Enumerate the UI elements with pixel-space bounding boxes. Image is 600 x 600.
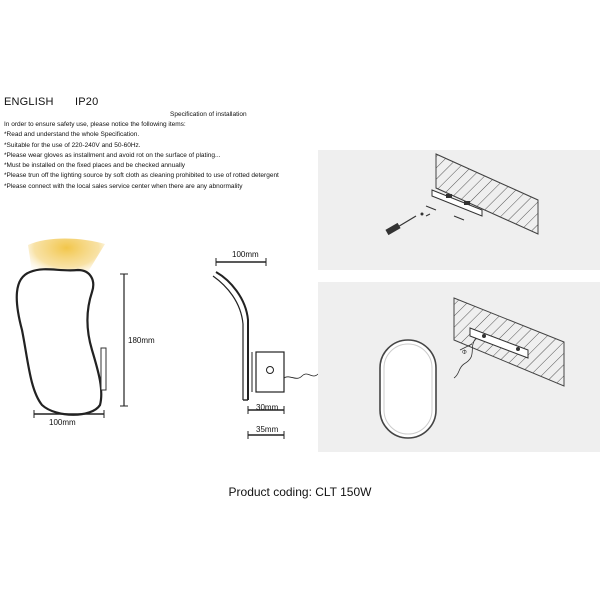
lamp-body-outline	[17, 269, 102, 414]
spec-line: *Please trun off the lighting source by soft cloth as cleaning prohibited to use of rotted detergent	[4, 172, 279, 180]
spec-line: In order to ensure safety use, please notice the following items:	[4, 121, 186, 128]
front-height-label: 180mm	[128, 336, 155, 345]
side-top-label: 100mm	[232, 250, 259, 259]
front-view-drawing	[0, 230, 180, 430]
install-step-2-drawing	[318, 282, 600, 452]
wire-icon	[284, 374, 318, 378]
spec-list	[4, 120, 324, 192]
front-width-label: 100mm	[49, 418, 76, 427]
side-depth-label: 35mm	[256, 425, 279, 434]
svg-text:Φ: Φ	[462, 350, 467, 356]
spec-line: *Please wear gloves as installment and avoid rot on the surface of plating...	[4, 151, 221, 159]
wall-section	[454, 298, 564, 386]
language-label: ENGLISH	[4, 96, 54, 108]
side-base-label: 30mm	[256, 403, 279, 412]
install-step-2-panel	[318, 282, 600, 452]
screw-hole-icon	[267, 367, 274, 374]
spec-line: *Suitable for the use of 220-240V and 50-60Hz.	[4, 141, 141, 149]
spec-title: Specification of installation	[170, 111, 247, 118]
spec-line: *Read and understand the whole Specification.	[4, 131, 140, 139]
spec-line: *Must be installed on the fixed places and be checked annually	[4, 162, 186, 170]
install-step-1-drawing	[318, 150, 600, 270]
wall-bracket	[101, 348, 106, 390]
spec-line: *Please connect with the local sales service center when there are any abnormality	[4, 182, 243, 190]
ip-rating-label: IP20	[75, 96, 99, 108]
product-coding: Product coding: CLT 150W	[228, 485, 372, 499]
install-step-1-panel	[318, 150, 600, 270]
screwdriver-icon	[385, 213, 430, 236]
